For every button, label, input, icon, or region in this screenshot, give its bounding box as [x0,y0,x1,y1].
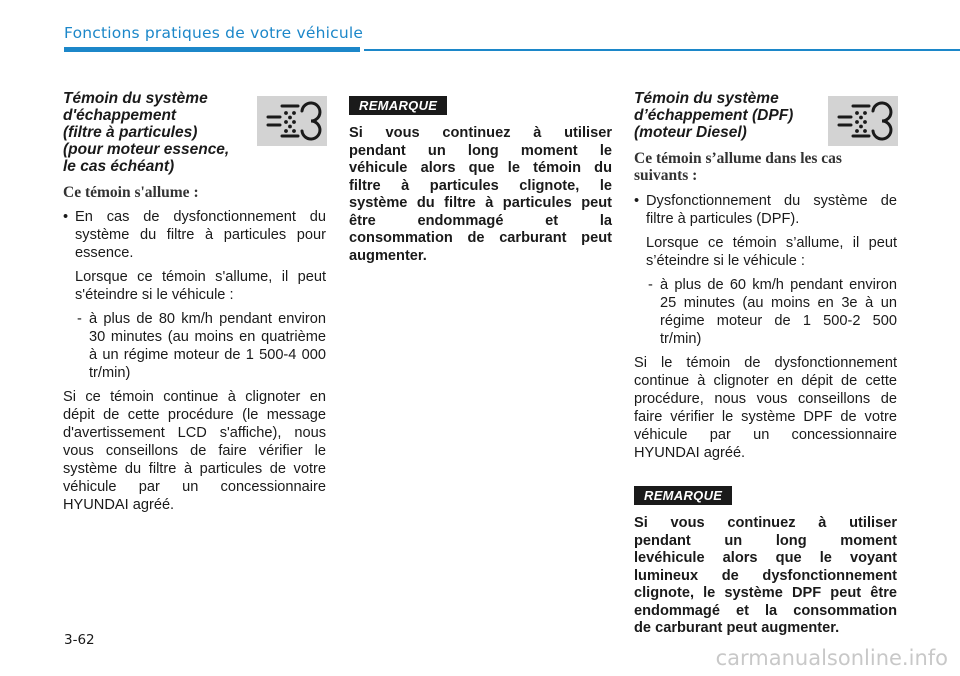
column-gasoline-filter [63,90,326,514]
dpf-warning-icon [833,100,893,142]
dpf-warning-icon [262,100,322,142]
sub-paragraph: Lorsque ce témoin s'allume, il peut s'éteindre si le véhicule : [75,269,326,303]
note-line: système du filtre à particules peut [349,195,612,211]
subheading-line: suivants : [634,167,698,184]
bullet-item: • En cas de dysfonctionnement du système du filtre à particules pour essence. [63,208,326,262]
note-line: lumineux de dysfonctionnement [634,567,897,584]
paragraph: Si ce témoin continue à clignoter en dépit de cette procédure (le message d'avertissement LCD s'affiche), nous vous conseillons de faire vérifier le système du filtre à particules de votre véhicule par un concessionnaire HYUNDAI agréé. [63,389,326,513]
header-rule [364,49,960,51]
dpf-icon-box [828,96,898,146]
dash-mark: - [648,277,653,293]
note-block [634,486,897,638]
note-line: pendant un long moment le [349,142,612,159]
note-line: filtre à particules clignote, le [349,177,612,194]
dash-text: à plus de 80 km/h pendant environ 30 minutes (au moins en quatrième à un régime moteur de 1 500-4 000 tr/min) [89,311,326,381]
column-note [349,96,612,265]
bullet-item: • Dysfonctionnement du système de filtre à particules (DPF). [634,192,897,228]
heading-line: d’échappement (DPF) [634,107,794,124]
section-heading-diesel-filter [634,90,824,141]
note-badge: REMARQUE [634,486,732,505]
note-line: augmenter. [349,247,427,264]
note-badge: REMARQUE [349,96,447,115]
heading-line: le cas échéant) [63,158,175,175]
note-text [634,515,897,638]
dpf-icon-box [257,96,327,146]
sub-paragraph: Lorsque ce témoin s’allume, il peut s’éteindre si le véhicule : [646,235,897,269]
dash-item [634,276,897,348]
heading-line: (pour moteur essence, [63,141,230,158]
dash-item [63,310,326,382]
dash-mark: - [77,311,82,327]
heading-line: Témoin du système [634,90,779,107]
heading-line: (filtre à particules) [63,124,198,141]
heading-line: (moteur Diesel) [634,124,747,141]
note-line: levéhicule alors que le voyant [634,550,897,566]
note-line: consommation de carburant peut [349,230,612,246]
note-line: endommagé et la consommation [634,602,897,619]
note-line: Si vous continuez à utiliser [634,515,897,531]
note-line: pendant un long moment [634,532,897,549]
dash-text: à plus de 60 km/h pendant environ 25 minutes (au moins en 3e à un régime moteur de 1 500-2 500 tr/min) [660,277,897,347]
heading-line: Témoin du système [63,90,208,107]
note-line: clignote, le système DPF peut être [634,585,897,601]
header-bar [64,47,360,52]
note-line: être endommagé et la [349,212,612,229]
subheading [634,150,897,184]
note-line: Si vous continuez à utiliser [349,125,612,141]
subheading-line: Ce témoin s’allume dans les cas [634,150,842,167]
note-line: de carburant peut augmenter. [634,620,840,636]
section-heading-gasoline-filter [63,90,253,175]
heading-line: d'échappement [63,107,177,124]
subheading: Ce témoin s'allume : [63,184,199,201]
paragraph: Si le témoin de dysfonctionnement continue à clignoter en dépit de cette procédure, nous vous conseillons de faire vérifier le système DPF de votre véhicule par un concessionnaire HYUNDAI agréé. [634,355,897,461]
watermark: carmanualsonline.info [715,646,948,670]
column-diesel-filter [634,90,897,638]
section-title: Fonctions pratiques de votre véhicule [64,24,364,42]
note-line: véhicule alors que le témoin du [349,160,612,176]
page-number: 3-62 [64,632,95,648]
note-text [349,125,612,265]
